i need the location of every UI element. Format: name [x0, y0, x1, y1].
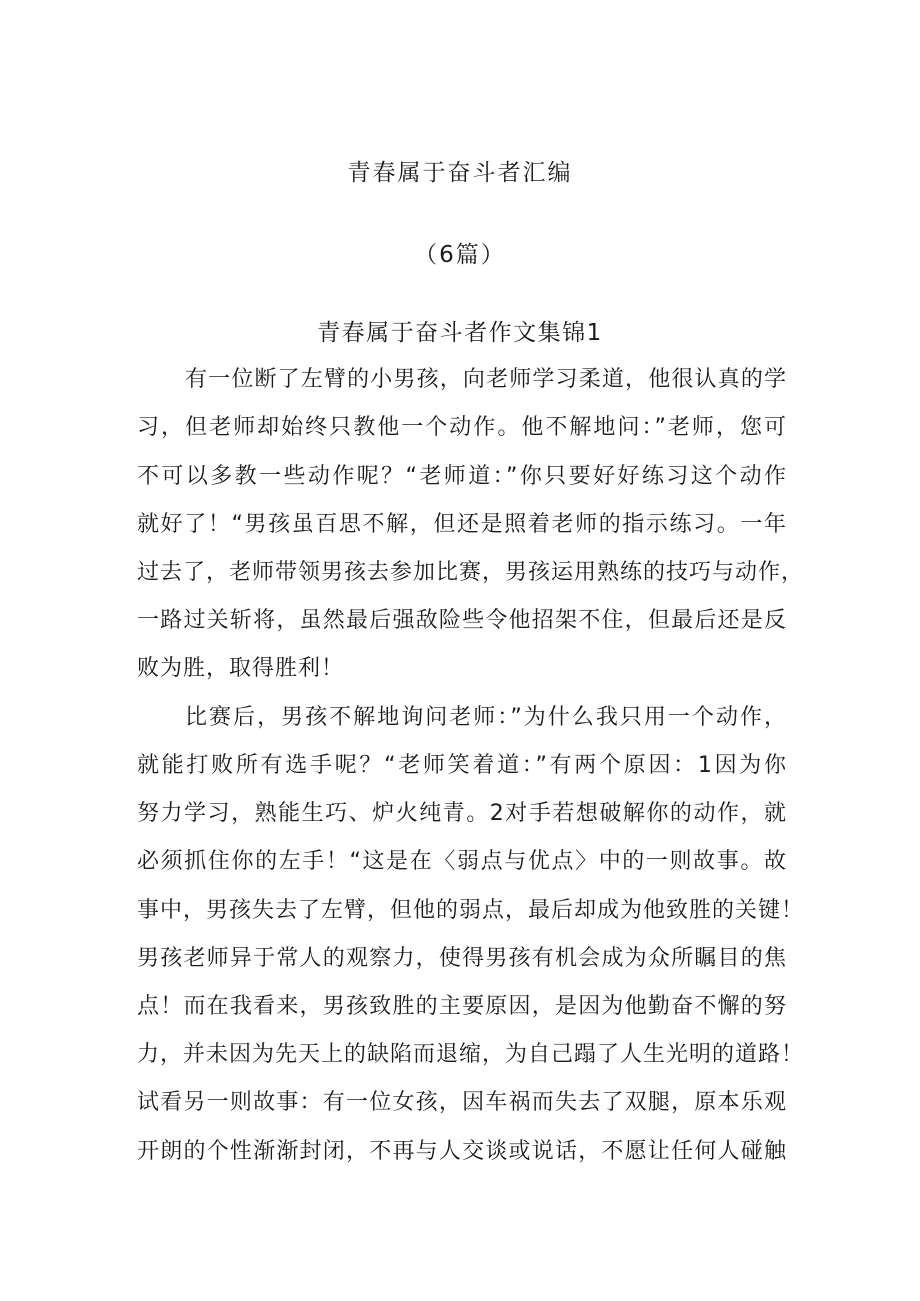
paragraph-line: 开朗的个性渐渐封闭，不再与人交谈或说话，不愿让任何人碰触	[137, 1139, 787, 1164]
paragraph-line: 必须抓住你的左手！“这是在〈弱点与优点〉中的一则故事。故	[137, 849, 787, 874]
paragraph-line: 败为胜，取得胜利！	[137, 656, 345, 681]
paragraph-line: 事中，男孩失去了左臂，但他的弱点，最后却成为他致胜的关键！	[137, 898, 805, 923]
paragraph-line: 试看另一则故事：有一位女孩，因车祸而失去了双腿，原本乐观	[137, 1090, 787, 1115]
paragraph-line: 比赛后，男孩不解地询问老师：”为什么我只用一个动作，	[185, 705, 787, 730]
paragraph-line: 男孩老师异于常人的观察力，使得男孩有机会成为众所瞩目的焦	[137, 946, 787, 971]
paragraph-line: 就好了！“男孩虽百思不解，但还是照着老师的指示练习。一年	[137, 512, 787, 537]
document-title: 青春属于奋斗者汇编	[347, 160, 573, 186]
paragraph-line: 有一位断了左臂的小男孩，向老师学习柔道，他很认真的学	[185, 367, 787, 392]
paragraph-line: 一路过关斩将，虽然最后强敌险些令他招架不住，但最后还是反	[137, 608, 787, 633]
paragraph-line: 习，但老师却始终只教他一个动作。他不解地问：”老师，您可	[137, 415, 787, 440]
article-title: 青春属于奋斗者作文集锦1	[317, 320, 603, 346]
paragraph-line: 就能打败所有选手呢？“老师笑着道：”有两个原因：1因为你	[137, 753, 787, 778]
paragraph-line: 力，并未因为先天上的缺陷而退缩，为自己蹋了人生光明的道路！	[137, 1042, 805, 1067]
paragraph-line: 不可以多教一些动作呢？“老师道：”你只要好好练习这个动作	[137, 464, 787, 489]
paragraph-line: 过去了，老师带领男孩去参加比赛，男孩运用熟练的技巧与动作，	[137, 560, 805, 585]
paragraph-line: 努力学习，熟能生巧、炉火纯青。2对手若想破解你的动作，就	[137, 801, 787, 826]
document-article-count: （6篇）	[414, 242, 506, 268]
paragraph-line: 点！而在我看来，男孩致胜的主要原因，是因为他勤奋不懈的努	[137, 994, 787, 1019]
